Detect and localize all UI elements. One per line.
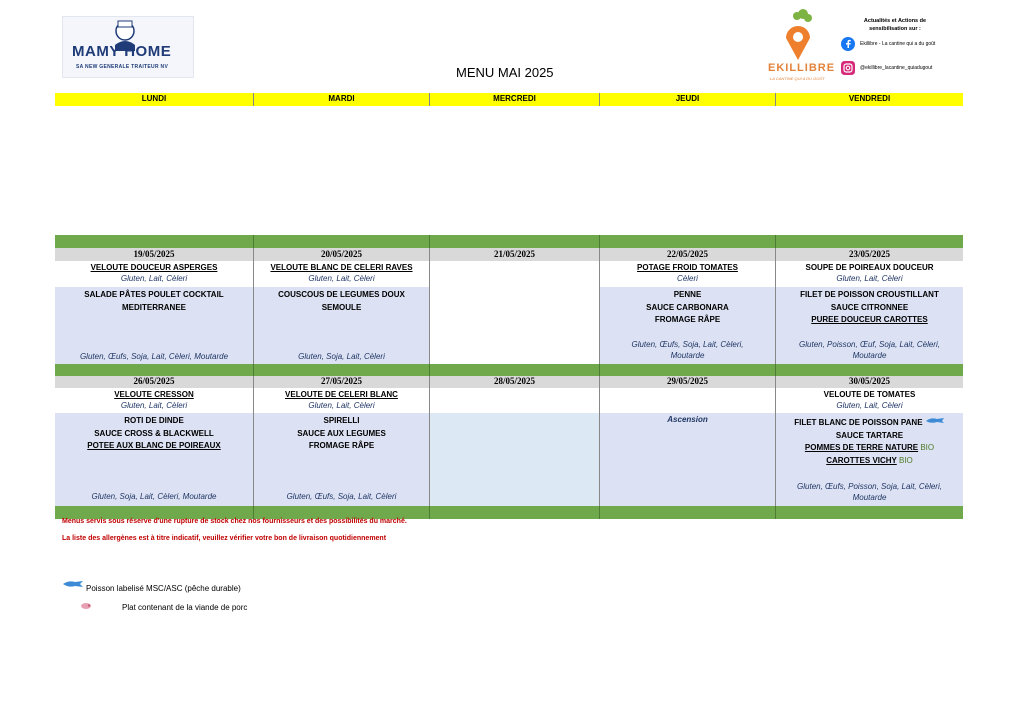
carrot-pin-icon (780, 6, 820, 64)
day-tuesday: MARDI (254, 93, 430, 106)
starter-allergens: Gluten, Lait, Cèleri (120, 274, 188, 283)
main-line: COUSCOUS DE LEGUMES DOUX (278, 290, 405, 299)
stock-note: Menus servis sous réserve d'une rupture de stock chez nos fournisseurs et des possibilités du marché. (62, 518, 407, 525)
day-wednesday: MERCREDI (430, 93, 600, 106)
starter-name: VELOUTE DE TOMATES (823, 390, 916, 399)
social-heading: Actualités et Actions de sensibilisation sur : (863, 18, 927, 32)
main-line (776, 417, 963, 430)
main-allergens: Gluten, Œufs, Poisson, Soja, Lait, Cèleri, Moutarde (797, 482, 942, 502)
brand-name: EKILLIBRE (768, 62, 836, 74)
bio-badge: BIO (898, 455, 913, 465)
main-line: SAUCE TARTARE (835, 430, 904, 440)
main-line: SAUCE CROSS & BLACKWELL (94, 428, 214, 438)
main-line: FROMAGE RÂPE (308, 441, 375, 450)
main-line: SPIRELLI (323, 416, 360, 425)
legend-fish: Poisson labelisé MSC/ASC (pêche durable) (86, 584, 241, 593)
starter-allergens: Gluten, Lait, Cèleri (836, 274, 903, 283)
date-cell: 23/05/2025 (848, 249, 890, 259)
date-cell: 19/05/2025 (55, 248, 254, 261)
date-cell: 30/05/2025 (848, 376, 890, 386)
date-cell: 29/05/2025 (600, 376, 776, 388)
main-line: SAUCE AUX LEGUMES (297, 428, 386, 438)
bio-badge: BIO (920, 443, 935, 452)
starter-allergens: Gluten, Lait, Cèleri (120, 401, 188, 410)
msc-fish-legend-icon (62, 580, 84, 588)
legend-pork: Plat contenant de la viande de porc (122, 603, 248, 612)
main-allergens: Gluten, Soja, Lait, Cèleri (298, 352, 385, 361)
allergen-note: La liste des allergènes est à titre indicatif, veuillez vérifier votre bon de livraison quotidiennement (62, 535, 387, 542)
brand-tagline: LA CANTINE QUI A DU GOÛT (770, 76, 825, 81)
date-cell: 20/05/2025 (254, 248, 430, 261)
week-separator (55, 364, 963, 376)
starter-allergens: Cèleri (677, 274, 698, 283)
msc-fish-icon (925, 417, 945, 424)
main-allergens: Gluten, Poisson, Œuf, Soja, Lait, Cèleri, Moutarde (799, 340, 940, 360)
starter-allergens: Gluten, Lait, Cèleri (308, 401, 375, 410)
main-line (776, 442, 963, 455)
week2-main-row (55, 413, 963, 506)
day-monday: LUNDI (55, 93, 254, 106)
main-line: POTEE AUX BLANC DE POIREAUX (87, 441, 221, 450)
starter-name: POTAGE FROID TOMATES (637, 263, 738, 272)
week-separator (55, 235, 963, 248)
main-line: PUREE DOUCEUR CAROTTES (811, 315, 928, 324)
main-line: MEDITERRANEE (121, 302, 186, 312)
main-line: ROTI DE DINDE (124, 416, 184, 425)
main-allergens: Gluten, Œufs, Soja, Lait, Cèleri (286, 492, 397, 501)
main-line: SAUCE CITRONNEE (830, 302, 909, 312)
main-allergens: Gluten, Œufs, Soja, Lait, Cèleri, Moutarde (631, 340, 744, 360)
main-line: FILET DE POISSON CROUSTILLANT (800, 290, 939, 299)
main-line: SALADE PÂTES POULET COCKTAIL (84, 290, 224, 299)
main-line-text: FILET BLANC DE POISSON PANE (794, 418, 923, 427)
main-line (776, 455, 963, 468)
day-friday: VENDREDI (848, 94, 891, 103)
day-header-row (55, 93, 963, 107)
starter-name: SOUPE DE POIREAUX DOUCEUR (805, 263, 934, 272)
facebook-icon[interactable] (841, 37, 855, 51)
main-line: SAUCE CARBONARA (646, 302, 729, 312)
main-line: FROMAGE RÂPE (654, 315, 721, 324)
main-allergens: Gluten, Œufs, Soja, Lait, Cèleri, Moutarde (79, 352, 229, 361)
starter-name: VELOUTE DOUCEUR ASPERGES (90, 263, 218, 272)
pork-legend-icon (80, 602, 92, 610)
main-line-text: POMMES DE TERRE NATURE (804, 443, 919, 452)
week1-date-row (55, 248, 963, 262)
instagram-icon[interactable] (841, 61, 855, 75)
logo-subtitle: SA NEW GENERALE TRAITEUR NV (76, 64, 169, 70)
day-thursday: JEUDI (600, 93, 776, 106)
facebook-link[interactable]: Ekillibre - La cantine qui a du goût (860, 41, 936, 47)
week1-main-row (55, 287, 963, 364)
date-cell: 28/05/2025 (430, 376, 600, 388)
date-cell: 21/05/2025 (430, 248, 600, 261)
instagram-link[interactable]: @ekillibre_lacantine_quiadugout (860, 65, 933, 71)
starter-name: VELOUTE CRESSON (114, 390, 194, 399)
starter-allergens: Gluten, Lait, Cèleri (836, 401, 903, 410)
date-cell: 22/05/2025 (600, 248, 776, 261)
page-title: MENU MAI 2025 (456, 65, 554, 80)
starter-name: VELOUTE DE CELERI BLANC (285, 390, 398, 399)
starter-name: VELOUTE BLANC DE CELERI RAVES (270, 263, 413, 272)
date-cell: 26/05/2025 (55, 376, 254, 388)
empty-week-row (55, 106, 963, 235)
week1-starter-row (55, 261, 963, 288)
main-line: SEMOULE (321, 302, 362, 312)
main-line-text: CAROTTES VICHY (826, 455, 897, 465)
starter-allergens: Gluten, Lait, Cèleri (308, 274, 375, 283)
main-line: PENNE (673, 290, 702, 299)
holiday-label: Ascension (667, 415, 708, 424)
main-allergens: Gluten, Soja, Lait, Cèleri, Moutarde (91, 492, 217, 501)
date-cell: 27/05/2025 (254, 376, 430, 388)
week2-starter-row (55, 388, 963, 414)
logo-name: MAMY HOME (72, 43, 172, 60)
